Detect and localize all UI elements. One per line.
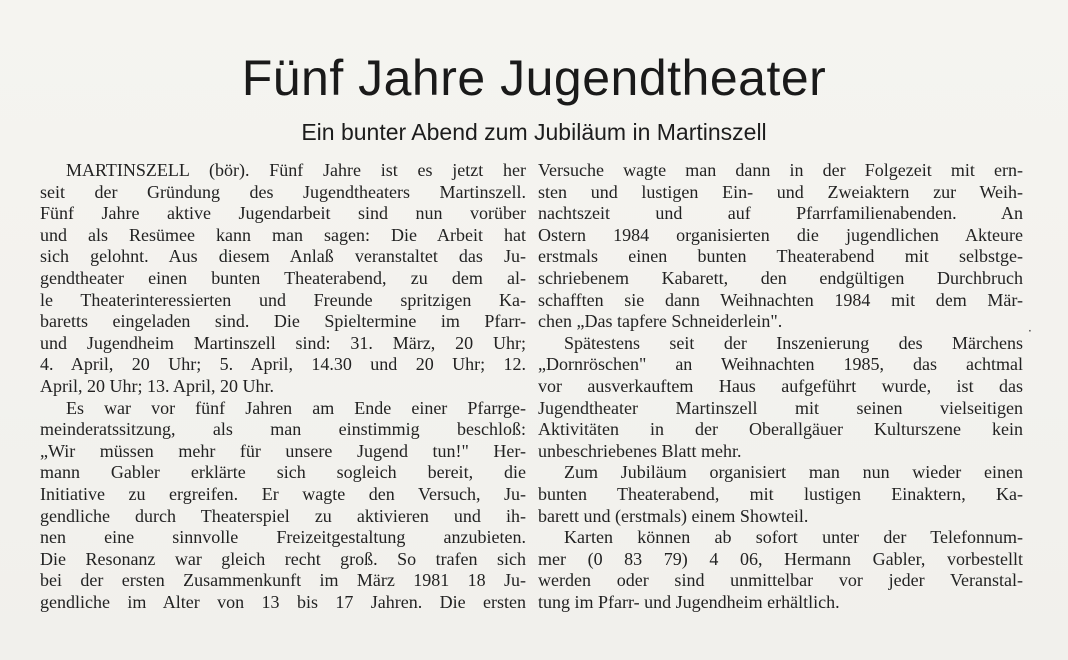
- article-text-line: baretts eingeladen sind. Die Spieltermine im Pfarr-: [40, 311, 526, 332]
- article-text-line: „Dornröschen" an Weihnachten 1985, das achtmal: [538, 354, 1023, 375]
- article-text-line: Versuche wagte man dann in der Folgezeit mit ern-: [538, 160, 1023, 180]
- article-text-line: schafften sie dann Weihnachten 1984 mit dem Mär-: [538, 289, 1023, 310]
- article-text-line: bunten Theaterabend, mit lustigen Einaktern, Ka-: [538, 483, 1023, 504]
- article-text-line: unbeschriebenes Blatt mehr.: [538, 440, 742, 461]
- article-column-right: [538, 160, 1023, 613]
- article-text-line: mer (0 83 79) 4 06, Hermann Gabler, vorbestellt: [538, 548, 1023, 569]
- article-text-line: „Wir müssen mehr für unsere Jugend tun!" Her-: [40, 440, 526, 461]
- article-text-line: tung im Pfarr- und Jugendheim erhältlich.: [538, 591, 840, 612]
- article-text-line: werden oder sind unmittelbar vor jeder Veranstal-: [538, 570, 1023, 591]
- article-text-line: mann Gabler erklärte sich sogleich bereit, die: [40, 462, 526, 483]
- article-text-line: Aktivitäten in der Oberallgäuer Kulturszene kein: [538, 419, 1023, 440]
- article-text-line: Die Resonanz war gleich recht groß. So trafen sich: [40, 548, 526, 569]
- article-text-line: MARTINSZELL (bör). Fünf Jahre ist es jetzt her: [66, 160, 526, 180]
- article-text-line: gendtheater einen bunten Theaterabend, zu dem al-: [40, 267, 526, 288]
- article-subheadline: Ein bunter Abend zum Jubiläum in Martinszell: [301, 119, 767, 145]
- article-text-line: April, 20 Uhr; 13. April, 20 Uhr.: [40, 375, 274, 396]
- article-headline: Fünf Jahre Jugendtheater: [241, 50, 827, 106]
- article-text-line: seit der Gründung des Jugendtheaters Martinszell.: [40, 181, 526, 202]
- article-text-line: meinderatssitzung, als man einstimmig beschloß:: [40, 419, 526, 440]
- article-text-line: nachtszeit und auf Pfarrfamilienabenden. An: [538, 203, 1023, 224]
- article-text-line: sich gelohnt. Aus diesem Anlaß veranstaltet das Ju-: [40, 246, 526, 267]
- article-text-line: Ostern 1984 organisierten die jugendlichen Akteure: [538, 224, 1023, 245]
- article-text-line: Spätestens seit der Inszenierung des Märchens: [564, 332, 1023, 353]
- article-text-line: chen „Das tapfere Schneiderlein".: [538, 311, 783, 332]
- article-text-line: gendliche im Alter von 13 bis 17 Jahren. Die ersten: [40, 591, 526, 612]
- article-text-line: Jugendtheater Martinszell mit seinen vielseitigen: [538, 397, 1023, 418]
- article-text-line: schriebenem Kabarett, den endgültigen Durchbruch: [538, 267, 1023, 288]
- article-text-line: Karten können ab sofort unter der Telefonnum-: [564, 527, 1023, 548]
- article-text-line: nen eine sinnvolle Freizeitgestaltung anzubieten.: [40, 527, 526, 548]
- article-text-line: Es war vor fünf Jahren am Ende einer Pfarrge-: [66, 397, 526, 418]
- article-text-line: erstmals einen bunten Theaterabend mit selbstge-: [538, 246, 1023, 267]
- article-text-line: le Theaterinteressierten und Freunde spritzigen Ka-: [40, 289, 526, 310]
- article-text-line: Fünf Jahre aktive Jugendarbeit sind nun vorüber: [40, 203, 526, 224]
- article-column-left: [40, 160, 526, 613]
- article-text-line: bei der ersten Zusammenkunft im März 1981 18 Ju-: [40, 570, 526, 591]
- article-text-line: vor ausverkauftem Haus aufgeführt wurde, ist das: [538, 375, 1023, 396]
- article-text-line: Initiative zu ergreifen. Er wagte den Versuch, Ju-: [40, 483, 526, 504]
- article-text-line: gendliche durch Theaterspiel zu aktivieren und ih-: [40, 505, 526, 526]
- article-text-line: und Jugendheim Martinszell sind: 31. März, 20 Uhr;: [40, 332, 526, 353]
- article-text-line: sten und lustigen Ein- und Zweiaktern zur Weih-: [538, 181, 1023, 202]
- article-text-line: barett und (erstmals) einem Showteil.: [538, 505, 809, 526]
- article-text-line: Zum Jubiläum organisiert man nun wieder einen: [564, 462, 1023, 483]
- print-speck: ·: [1028, 324, 1032, 338]
- article-text-line: und als Resümee kann man sagen: Die Arbeit hat: [40, 224, 526, 245]
- article-text-line: 4. April, 20 Uhr; 5. April, 14.30 und 20 Uhr; 12.: [40, 354, 526, 375]
